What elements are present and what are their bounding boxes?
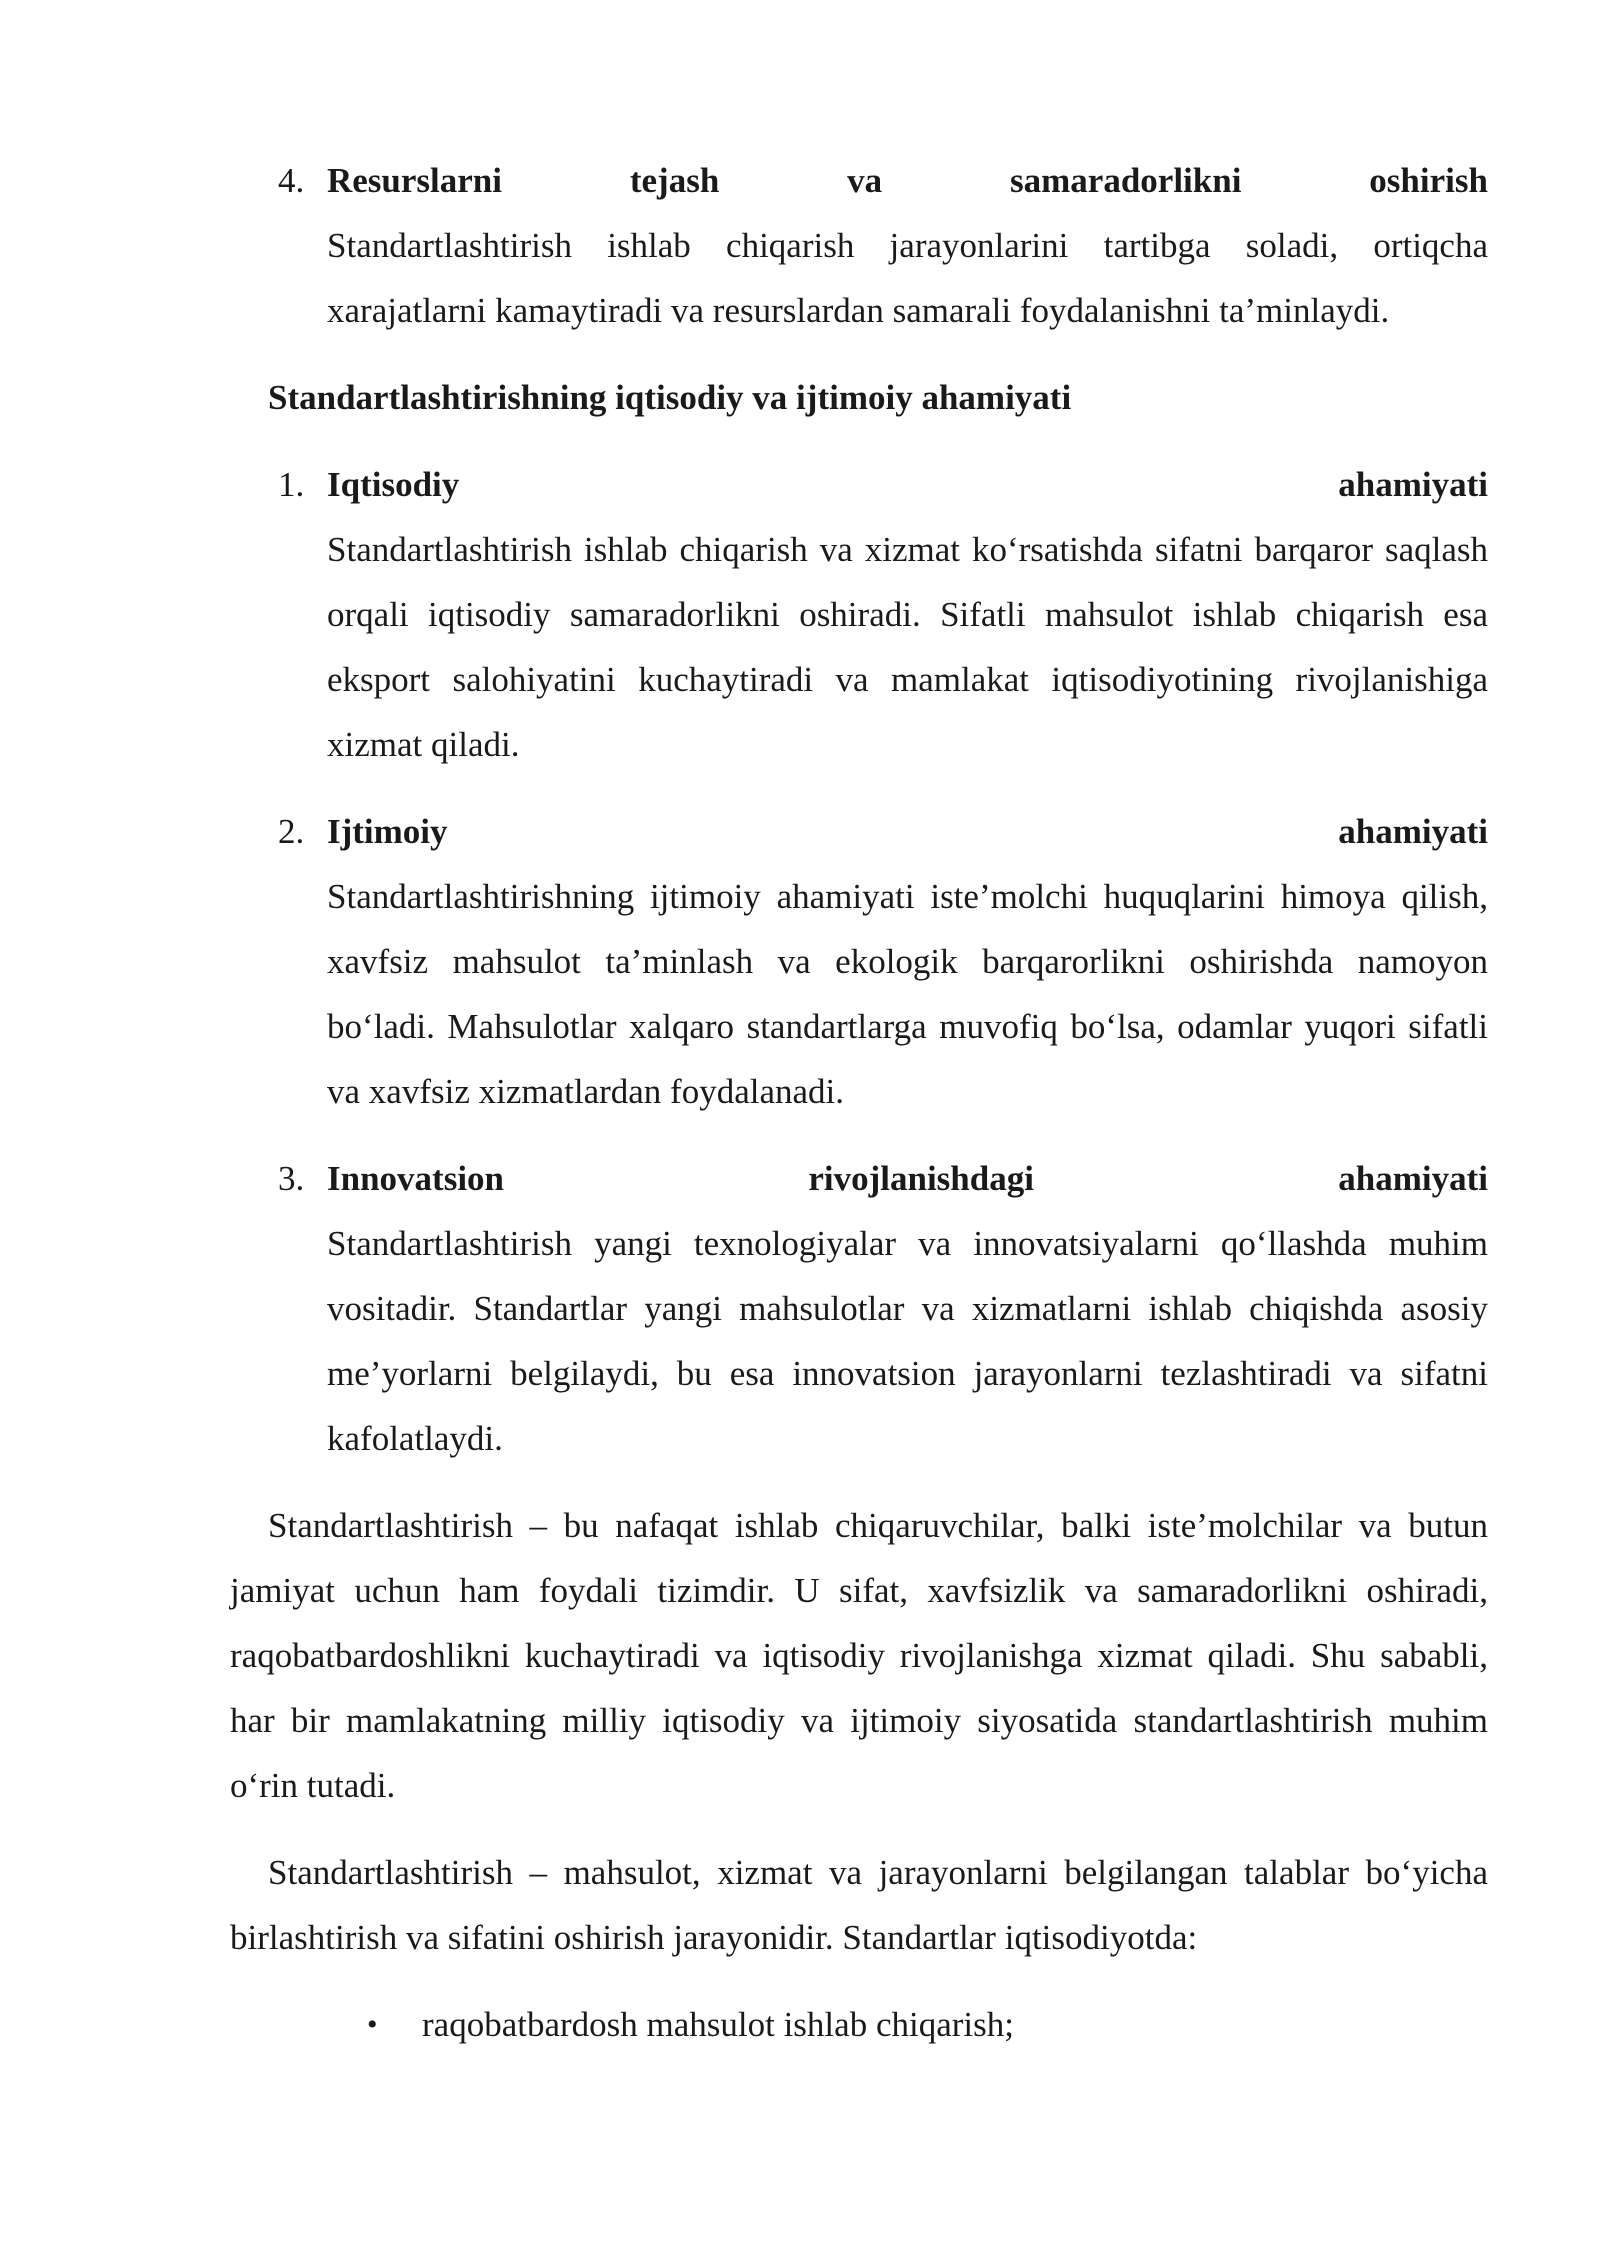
bullet-icon: • (367, 2008, 378, 2041)
list-item-2 (230, 799, 1488, 1124)
heading-word: Resurslarni (327, 161, 502, 200)
heading-word: Ijtimoiy (327, 812, 448, 851)
list-item-heading (327, 452, 1488, 517)
bullet-list (230, 1992, 1488, 2057)
bullet-item (367, 1992, 1488, 2057)
body-paragraph-1: Standartlashtirish – bu nafaqat ishlab chiqaruvchilar, balki iste’molchilar va butun jamiyat uchun ham foydali tizimdir. U sifat, xavfsizlik va samaradorlikni oshiradi, raqobatbardoshlikni kuchaytiradi va iqtisodiy rivojlanishga xizmat qiladi. Shu sababli, har bir mamlakatning milliy iqtisodiy va ijtimoiy siyosatida standartlashtirish muhim o‘rin tutadi. (230, 1506, 1488, 1805)
heading-word: ahamiyati (1338, 1159, 1488, 1198)
heading-word: ahamiyati (1338, 812, 1488, 851)
list-item-3 (230, 1146, 1488, 1471)
list-item-text: Standartlashtirish ishlab chiqarish va xizmat ko‘rsatishda sifatni barqaror saqlash orqali iqtisodiy samaradorlikni oshiradi. Sifatli mahsulot ishlab chiqarish esa eksport salohiyatini kuchaytiradi va mamlakat iqtisodiyotining rivojlanishiga xizmat qiladi. (327, 530, 1488, 764)
heading-word: Innovatsion (327, 1159, 505, 1198)
list-item-text: Standartlashtirish ishlab chiqarish jarayonlarini tartibga soladi, ortiqcha xarajatlarni kamaytiradi va resurslardan samarali foydalanishni ta’minlaydi. (327, 226, 1488, 330)
list-item-1 (230, 452, 1488, 777)
bullet-text: raqobatbardosh mahsulot ishlab chiqarish; (422, 2005, 1014, 2044)
page-content (230, 148, 1488, 2057)
heading-word: Iqtisodiy (327, 465, 460, 504)
body-paragraph-2: Standartlashtirish – mahsulot, xizmat va jarayonlarni belgilangan talablar bo‘yicha birlashtirish va sifatini oshirish jarayonidir. Standartlar iqtisodiyotda: (230, 1853, 1488, 1957)
section-heading: Standartlashtirishning iqtisodiy va ijtimoiy ahamiyati (268, 378, 1072, 417)
list-number: 4. (278, 161, 305, 200)
list-number: 1. (278, 465, 305, 504)
heading-word: oshirish (1369, 161, 1488, 200)
heading-word: tejash (629, 161, 720, 200)
list-item-4 (230, 148, 1488, 343)
list-item-text: Standartlashtirishning ijtimoiy ahamiyati iste’molchi huquqlarini himoya qilish, xavfsiz mahsulot ta’minlash va ekologik barqarorlikni oshirishda namoyon bo‘ladi. Mahsulotlar xalqaro standartlarga muvofiq bo‘lsa, odamlar yuqori sifatli va xavfsiz xizmatlardan foydalanadi. (327, 877, 1488, 1111)
heading-word: va (847, 161, 883, 200)
heading-word: samaradorlikni (1010, 161, 1242, 200)
list-number: 3. (278, 1159, 305, 1198)
list-number: 2. (278, 812, 305, 851)
list-item-heading (327, 799, 1488, 864)
heading-word: rivojlanishdagi (808, 1159, 1034, 1198)
list-item-heading (327, 148, 1488, 213)
list-item-text: Standartlashtirish yangi texnologiyalar va innovatsiyalarni qo‘llashda muhim vositadir. Standartlar yangi mahsulotlar va xizmatlarni ishlab chiqishda asosiy me’yorlarni belgilaydi, bu esa innovatsion jarayonlarni tezlashtiradi va sifatni kafolatlaydi. (327, 1224, 1488, 1458)
list-item-heading (327, 1146, 1488, 1211)
heading-word: ahamiyati (1338, 465, 1488, 504)
